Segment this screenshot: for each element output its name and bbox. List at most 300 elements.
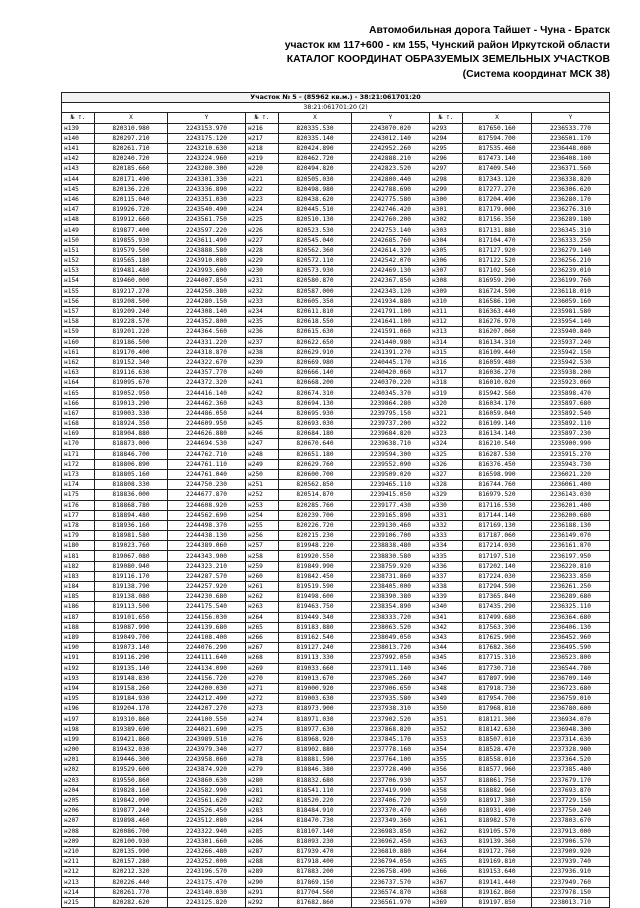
y-coordinate-cell: 2243301.660 — [168, 836, 246, 846]
x-coordinate-cell: 817197.510 — [463, 551, 532, 561]
point-number-cell: н156 — [62, 296, 95, 306]
table-row — [62, 123, 610, 133]
y-coordinate-cell: 2235915.270 — [532, 449, 610, 459]
y-coordinate-cell: 2238049.050 — [352, 632, 430, 642]
point-number-cell: н159 — [62, 327, 95, 337]
point-number-cell: н271 — [246, 683, 279, 693]
point-number-cell: н230 — [246, 266, 279, 276]
x-coordinate-cell: 819169.810 — [463, 857, 532, 867]
y-coordinate-cell: 2244761.040 — [168, 469, 246, 479]
point-number-cell: н298 — [430, 174, 463, 184]
column-header-row — [62, 113, 610, 123]
x-coordinate-cell: 820622.650 — [279, 337, 352, 347]
table-row — [62, 276, 610, 286]
point-number-cell: н158 — [62, 317, 95, 327]
y-coordinate-cell: 2236794.050 — [352, 857, 430, 867]
table-row — [62, 205, 610, 215]
point-number-cell: н277 — [246, 745, 279, 755]
x-coordinate-cell: 820335.530 — [279, 123, 352, 133]
y-coordinate-cell: 2236279.140 — [532, 245, 610, 255]
point-number-cell: н164 — [62, 378, 95, 388]
table-row — [62, 795, 610, 805]
point-number-cell: н205 — [62, 795, 95, 805]
x-coordinate-cell: 819579.500 — [95, 245, 168, 255]
point-number-cell: н288 — [246, 857, 279, 867]
x-coordinate-cell: 818868.780 — [95, 500, 168, 510]
x-coordinate-cell: 817104.470 — [463, 235, 532, 245]
y-coordinate-cell: 2237406.720 — [352, 795, 430, 805]
point-number-cell: н141 — [62, 143, 95, 153]
y-coordinate-cell: 2238063.520 — [352, 622, 430, 632]
x-coordinate-cell: 819101.650 — [95, 612, 168, 622]
x-coordinate-cell: 818902.880 — [279, 745, 352, 755]
x-coordinate-cell: 818805.160 — [95, 469, 168, 479]
point-number-cell: н346 — [430, 663, 463, 673]
point-number-cell: н283 — [246, 806, 279, 816]
y-coordinate-cell: 2238759.920 — [352, 561, 430, 571]
y-coordinate-cell: 2236737.570 — [352, 877, 430, 887]
point-number-cell: н308 — [430, 276, 463, 286]
table-row — [62, 643, 610, 653]
y-coordinate-cell: 2242614.320 — [352, 245, 430, 255]
y-coordinate-cell: 2243070.020 — [352, 123, 430, 133]
x-coordinate-cell: 818971.030 — [279, 714, 352, 724]
y-coordinate-cell: 2244323.210 — [168, 561, 246, 571]
x-coordinate-cell: 820580.870 — [279, 276, 352, 286]
x-coordinate-cell: 819186.500 — [95, 337, 168, 347]
table-row — [62, 510, 610, 520]
table-row — [62, 714, 610, 724]
x-coordinate-cell: 820494.820 — [279, 164, 352, 174]
y-coordinate-cell: 2239684.820 — [352, 429, 430, 439]
table-row — [62, 174, 610, 184]
point-number-cell: н149 — [62, 225, 95, 235]
point-number-cell: н217 — [246, 133, 279, 143]
x-coordinate-cell: 818507.010 — [463, 734, 532, 744]
table-row — [62, 154, 610, 164]
y-coordinate-cell: 2240420.060 — [352, 368, 430, 378]
point-number-cell: н290 — [246, 877, 279, 887]
x-coordinate-cell: 819565.180 — [95, 256, 168, 266]
x-coordinate-cell: 820261.710 — [95, 143, 168, 153]
y-coordinate-cell: 2237906.570 — [532, 836, 610, 846]
table-row — [62, 408, 610, 418]
x-coordinate-cell: 818484.910 — [279, 806, 352, 816]
x-coordinate-cell: 817365.840 — [463, 592, 532, 602]
x-coordinate-cell: 819421.860 — [95, 734, 168, 744]
point-number-cell: н287 — [246, 846, 279, 856]
table-row — [62, 765, 610, 775]
y-coordinate-cell: 2236406.130 — [532, 622, 610, 632]
point-number-cell: н311 — [430, 306, 463, 316]
y-coordinate-cell: 2243540.490 — [168, 205, 246, 215]
point-number-cell: н268 — [246, 653, 279, 663]
y-coordinate-cell: 2235938.200 — [532, 368, 610, 378]
point-number-cell: н172 — [62, 459, 95, 469]
point-number-cell: н236 — [246, 327, 279, 337]
y-coordinate-cell: 2236495.590 — [532, 643, 610, 653]
point-number-cell: н352 — [430, 724, 463, 734]
x-coordinate-cell: 820261.770 — [95, 887, 168, 897]
x-coordinate-cell: 818093.230 — [279, 836, 352, 846]
y-coordinate-cell: 2235981.580 — [532, 306, 610, 316]
point-number-cell: н166 — [62, 398, 95, 408]
x-coordinate-cell: 818936.160 — [95, 520, 168, 530]
x-coordinate-cell: 817535.460 — [463, 143, 532, 153]
point-number-cell: н249 — [246, 459, 279, 469]
y-coordinate-cell: 2236759.010 — [532, 694, 610, 704]
x-coordinate-cell: 819095.670 — [95, 378, 168, 388]
x-coordinate-cell: 819138.790 — [95, 582, 168, 592]
x-coordinate-cell: 818917.380 — [463, 795, 532, 805]
x-coordinate-cell: 820297.210 — [95, 133, 168, 143]
x-coordinate-cell: 820615.630 — [279, 327, 352, 337]
point-number-cell: н255 — [246, 520, 279, 530]
point-number-cell: н199 — [62, 734, 95, 744]
x-coordinate-cell: 818861.750 — [463, 775, 532, 785]
y-coordinate-cell: 2241591.060 — [352, 327, 430, 337]
y-coordinate-cell: 2243958.060 — [168, 755, 246, 765]
y-coordinate-cell: 2237728.490 — [352, 765, 430, 775]
x-coordinate-cell: 819449.340 — [279, 612, 352, 622]
y-coordinate-cell: 2244308.140 — [168, 306, 246, 316]
y-coordinate-cell: 2244175.540 — [168, 602, 246, 612]
table-row — [62, 419, 610, 429]
x-coordinate-cell: 819197.850 — [463, 897, 532, 907]
point-number-cell: н360 — [430, 806, 463, 816]
point-number-cell: н169 — [62, 429, 95, 439]
point-number-cell: н291 — [246, 887, 279, 897]
table-row — [62, 429, 610, 439]
x-coordinate-cell: 817869.150 — [279, 877, 352, 887]
y-coordinate-cell: 2236200.680 — [532, 510, 610, 520]
point-number-cell: н194 — [62, 683, 95, 693]
table-row — [62, 449, 610, 459]
table-row — [62, 306, 610, 316]
y-coordinate-cell: 2239130.460 — [352, 520, 430, 530]
y-coordinate-cell: 2236233.850 — [532, 571, 610, 581]
point-number-cell: н351 — [430, 714, 463, 724]
table-row — [62, 398, 610, 408]
table-row — [62, 857, 610, 867]
point-number-cell: н248 — [246, 449, 279, 459]
point-number-cell: н228 — [246, 245, 279, 255]
table-row — [62, 785, 610, 795]
point-number-cell: н353 — [430, 734, 463, 744]
x-coordinate-cell: 818882.960 — [463, 785, 532, 795]
y-coordinate-cell: 2242952.260 — [352, 143, 430, 153]
point-number-cell: н330 — [430, 500, 463, 510]
x-coordinate-cell: 819138.080 — [95, 592, 168, 602]
x-coordinate-cell: 819113.500 — [95, 602, 168, 612]
table-row — [62, 622, 610, 632]
point-number-cell: н229 — [246, 256, 279, 266]
point-number-cell: н315 — [430, 347, 463, 357]
y-coordinate-cell: 2244438.130 — [168, 531, 246, 541]
table-row — [62, 245, 610, 255]
point-number-cell: н364 — [430, 846, 463, 856]
point-number-cell: н223 — [246, 194, 279, 204]
x-coordinate-cell: 820694.130 — [279, 398, 352, 408]
y-coordinate-cell: 2244156.030 — [168, 612, 246, 622]
point-number-cell: н233 — [246, 296, 279, 306]
table-row — [62, 673, 610, 683]
y-coordinate-cell: 2244230.680 — [168, 592, 246, 602]
x-coordinate-cell: 816276.970 — [463, 317, 532, 327]
column-header: Y — [532, 113, 610, 123]
y-coordinate-cell: 2244372.320 — [168, 378, 246, 388]
x-coordinate-cell: 820171.490 — [95, 174, 168, 184]
y-coordinate-cell: 2242542.070 — [352, 256, 430, 266]
y-coordinate-cell: 2244609.950 — [168, 419, 246, 429]
x-coordinate-cell: 818968.920 — [279, 734, 352, 744]
x-coordinate-cell: 820505.030 — [279, 174, 352, 184]
y-coordinate-cell: 2242888.210 — [352, 154, 430, 164]
point-number-cell: н150 — [62, 235, 95, 245]
y-coordinate-cell: 2236188.130 — [532, 520, 610, 530]
point-number-cell: н239 — [246, 357, 279, 367]
x-coordinate-cell: 817214.030 — [463, 541, 532, 551]
y-coordinate-cell: 2243175.120 — [168, 133, 246, 143]
point-number-cell: н307 — [430, 266, 463, 276]
x-coordinate-cell: 817918.730 — [463, 683, 532, 693]
y-coordinate-cell: 2239795.150 — [352, 408, 430, 418]
y-coordinate-cell: 2236523.800 — [532, 653, 610, 663]
point-number-cell: н232 — [246, 286, 279, 296]
y-coordinate-cell: 2236962.450 — [352, 836, 430, 846]
x-coordinate-cell: 819127.240 — [279, 643, 352, 653]
x-coordinate-cell: 819158.260 — [95, 683, 168, 693]
point-number-cell: н320 — [430, 398, 463, 408]
table-row — [62, 368, 610, 378]
point-number-cell: н332 — [430, 520, 463, 530]
table-row — [62, 480, 610, 490]
point-number-cell: н182 — [62, 561, 95, 571]
point-number-cell: н263 — [246, 602, 279, 612]
point-number-cell: н243 — [246, 398, 279, 408]
column-header: № т. — [62, 113, 95, 123]
x-coordinate-cell: 816207.060 — [463, 327, 532, 337]
point-number-cell: н344 — [430, 643, 463, 653]
y-coordinate-cell: 2243140.030 — [168, 887, 246, 897]
x-coordinate-cell: 817650.160 — [463, 123, 532, 133]
point-number-cell: н341 — [430, 612, 463, 622]
y-coordinate-cell: 2236059.160 — [532, 296, 610, 306]
y-coordinate-cell: 2243874.920 — [168, 765, 246, 775]
point-number-cell: н167 — [62, 408, 95, 418]
y-coordinate-cell: 2241791.100 — [352, 306, 430, 316]
y-coordinate-cell: 2243012.140 — [352, 133, 430, 143]
y-coordinate-cell: 2239177.430 — [352, 500, 430, 510]
point-number-cell: н176 — [62, 500, 95, 510]
y-coordinate-cell: 2236289.680 — [532, 592, 610, 602]
y-coordinate-cell: 2237419.990 — [352, 785, 430, 795]
x-coordinate-cell: 817883.200 — [279, 867, 352, 877]
x-coordinate-cell: 820462.720 — [279, 154, 352, 164]
x-coordinate-cell: 820438.620 — [279, 194, 352, 204]
x-coordinate-cell: 818982.570 — [463, 816, 532, 826]
point-number-cell: н347 — [430, 673, 463, 683]
y-coordinate-cell: 2237314.630 — [532, 734, 610, 744]
x-coordinate-cell: 818832.680 — [279, 775, 352, 785]
table-row — [62, 663, 610, 673]
y-coordinate-cell: 2236161.870 — [532, 541, 610, 551]
point-number-cell: н334 — [430, 541, 463, 551]
x-coordinate-cell: 819162.860 — [463, 887, 532, 897]
x-coordinate-cell: 819153.640 — [463, 867, 532, 877]
point-number-cell: н355 — [430, 755, 463, 765]
point-number-cell: н241 — [246, 378, 279, 388]
y-coordinate-cell: 2236261.250 — [532, 582, 610, 592]
point-number-cell: н266 — [246, 632, 279, 642]
x-coordinate-cell: 818470.730 — [279, 816, 352, 826]
point-number-cell: н310 — [430, 296, 463, 306]
x-coordinate-cell: 816036.270 — [463, 368, 532, 378]
point-number-cell: н186 — [62, 602, 95, 612]
x-coordinate-cell: 820605.350 — [279, 296, 352, 306]
x-coordinate-cell: 816010.020 — [463, 378, 532, 388]
x-coordinate-cell: 819148.830 — [95, 673, 168, 683]
x-coordinate-cell: 816979.520 — [463, 490, 532, 500]
point-number-cell: н369 — [430, 897, 463, 907]
point-number-cell: н175 — [62, 490, 95, 500]
x-coordinate-cell: 819183.880 — [279, 622, 352, 632]
table-row — [62, 694, 610, 704]
x-coordinate-cell: 820693.030 — [279, 419, 352, 429]
y-coordinate-cell: 2237939.740 — [532, 857, 610, 867]
x-coordinate-cell: 817939.470 — [279, 846, 352, 856]
table-row — [62, 133, 610, 143]
x-coordinate-cell: 817294.590 — [463, 582, 532, 592]
point-number-cell: н264 — [246, 612, 279, 622]
x-coordinate-cell: 816724.590 — [463, 286, 532, 296]
y-coordinate-cell: 2242343.120 — [352, 286, 430, 296]
x-coordinate-cell: 819432.030 — [95, 745, 168, 755]
x-coordinate-cell: 819052.950 — [95, 388, 168, 398]
y-coordinate-cell: 2237778.160 — [352, 745, 430, 755]
point-number-cell: н317 — [430, 368, 463, 378]
y-coordinate-cell: 2237868.820 — [352, 724, 430, 734]
y-coordinate-cell: 2236709.140 — [532, 673, 610, 683]
table-row — [62, 816, 610, 826]
x-coordinate-cell: 820498.980 — [279, 184, 352, 194]
point-number-cell: н212 — [62, 867, 95, 877]
y-coordinate-cell: 2243512.080 — [168, 816, 246, 826]
x-coordinate-cell: 820510.130 — [279, 215, 352, 225]
x-coordinate-cell: 820445.510 — [279, 205, 352, 215]
x-coordinate-cell: 817102.560 — [463, 266, 532, 276]
point-number-cell: н250 — [246, 469, 279, 479]
table-row — [62, 194, 610, 204]
point-number-cell: н190 — [62, 643, 95, 653]
x-coordinate-cell: 819184.930 — [95, 694, 168, 704]
point-number-cell: н293 — [430, 123, 463, 133]
y-coordinate-cell: 2244352.800 — [168, 317, 246, 327]
point-number-cell: н359 — [430, 795, 463, 805]
coordinate-system: (Система координат МСК 38) — [462, 68, 610, 80]
x-coordinate-cell: 817435.290 — [463, 602, 532, 612]
point-number-cell: н209 — [62, 836, 95, 846]
y-coordinate-cell: 2242760.200 — [352, 215, 430, 225]
x-coordinate-cell: 817625.900 — [463, 632, 532, 642]
x-coordinate-cell: 820669.980 — [279, 357, 352, 367]
x-coordinate-cell: 819463.750 — [279, 602, 352, 612]
point-number-cell: н185 — [62, 592, 95, 602]
x-coordinate-cell: 819139.360 — [463, 836, 532, 846]
y-coordinate-cell: 2244021.690 — [168, 724, 246, 734]
document-header — [285, 24, 610, 82]
y-coordinate-cell: 2235897.680 — [532, 398, 610, 408]
x-coordinate-cell: 820674.310 — [279, 388, 352, 398]
point-number-cell: н337 — [430, 571, 463, 581]
point-number-cell: н318 — [430, 378, 463, 388]
point-number-cell: н324 — [430, 439, 463, 449]
y-coordinate-cell: 2236364.680 — [532, 612, 610, 622]
y-coordinate-cell: 2243153.970 — [168, 123, 246, 133]
y-coordinate-cell: 2243993.600 — [168, 266, 246, 276]
point-number-cell: н259 — [246, 561, 279, 571]
point-number-cell: н231 — [246, 276, 279, 286]
point-number-cell: н300 — [430, 194, 463, 204]
y-coordinate-cell: 2244111.640 — [168, 653, 246, 663]
point-number-cell: н282 — [246, 795, 279, 805]
y-coordinate-cell: 2244364.560 — [168, 327, 246, 337]
y-coordinate-cell: 2243989.510 — [168, 734, 246, 744]
point-number-cell: н299 — [430, 184, 463, 194]
point-number-cell: н338 — [430, 582, 463, 592]
x-coordinate-cell: 820572.110 — [279, 256, 352, 266]
x-coordinate-cell: 817144.140 — [463, 510, 532, 520]
point-number-cell: н188 — [62, 622, 95, 632]
point-number-cell: н368 — [430, 887, 463, 897]
table-row — [62, 459, 610, 469]
point-number-cell: н296 — [430, 154, 463, 164]
point-number-cell: н270 — [246, 673, 279, 683]
point-number-cell: н354 — [430, 745, 463, 755]
point-number-cell: н350 — [430, 704, 463, 714]
x-coordinate-cell: 820086.700 — [95, 826, 168, 836]
point-number-cell: н281 — [246, 785, 279, 795]
point-number-cell: н256 — [246, 531, 279, 541]
point-number-cell: н178 — [62, 520, 95, 530]
y-coordinate-cell: 2244108.400 — [168, 632, 246, 642]
table-row — [62, 439, 610, 449]
x-coordinate-cell: 816109.140 — [463, 419, 532, 429]
x-coordinate-cell: 818528.470 — [463, 745, 532, 755]
y-coordinate-cell: 2239737.200 — [352, 419, 430, 429]
x-coordinate-cell: 819113.330 — [279, 653, 352, 663]
x-coordinate-cell: 818881.590 — [279, 755, 352, 765]
y-coordinate-cell: 2236758.490 — [352, 867, 430, 877]
column-header: Y — [168, 113, 246, 123]
x-coordinate-cell: 818121.300 — [463, 714, 532, 724]
y-coordinate-cell: 2243336.890 — [168, 184, 246, 194]
y-coordinate-cell: 2236948.300 — [532, 724, 610, 734]
y-coordinate-cell: 2236021.220 — [532, 469, 610, 479]
y-coordinate-cell: 2243301.330 — [168, 174, 246, 184]
point-number-cell: н247 — [246, 439, 279, 449]
point-number-cell: н267 — [246, 643, 279, 653]
x-coordinate-cell: 819003.330 — [95, 408, 168, 418]
road-title: Автомобильная дорога Тайшет - Чуна - Братск — [368, 25, 610, 36]
point-number-cell: н289 — [246, 867, 279, 877]
y-coordinate-cell: 2236371.560 — [532, 164, 610, 174]
y-coordinate-cell: 2243280.300 — [168, 164, 246, 174]
y-coordinate-cell: 2237909.920 — [532, 846, 610, 856]
point-number-cell: н262 — [246, 592, 279, 602]
point-number-cell: н328 — [430, 480, 463, 490]
point-number-cell: н173 — [62, 469, 95, 479]
